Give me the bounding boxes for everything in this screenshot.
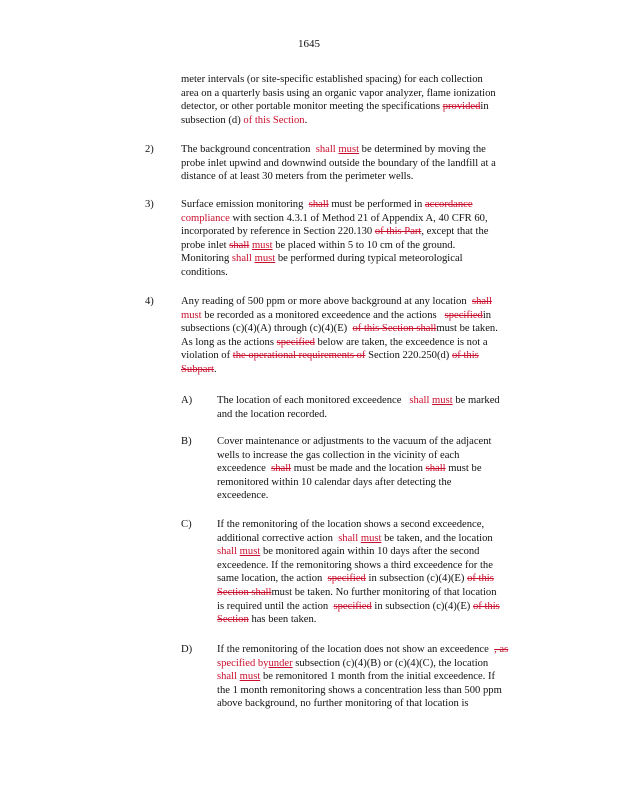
text-line — [181, 100, 496, 114]
text-line — [181, 73, 496, 87]
text-line — [217, 613, 500, 627]
continuation-paragraph — [181, 73, 496, 127]
text: As long as the actions — [181, 336, 274, 348]
text-line — [181, 225, 488, 239]
deleted-text: Section shall — [217, 586, 272, 598]
item-3-paragraph — [181, 198, 488, 280]
text: violation of — [181, 350, 231, 362]
inserted-text: shall — [409, 395, 430, 406]
text: be performed during typical meteorological — [277, 253, 463, 265]
text: probe inlet upwind and downwind outside the boundary of the landfill at a — [181, 157, 496, 169]
deleted-text: shall — [229, 239, 250, 251]
text: Section 220.250(d) — [368, 350, 450, 362]
inserted-text: shall — [231, 253, 252, 265]
text-line — [217, 697, 508, 711]
text-line — [181, 87, 496, 101]
text: Surface emission monitoring — [181, 199, 304, 210]
text: Cover maintenance or adjustments to the vacuum of the adjacent — [217, 436, 492, 447]
inserted-text: must — [181, 309, 202, 321]
text: . — [213, 363, 217, 375]
text-line — [217, 462, 491, 476]
text: distance of at least 30 meters from the perimeter wells. — [181, 171, 414, 183]
text-line — [181, 198, 488, 212]
inserted-text: shall — [217, 671, 238, 683]
text: The background concentration — [181, 144, 311, 155]
text: be marked — [455, 395, 500, 406]
deleted-text: shall — [471, 296, 492, 307]
text-line — [181, 239, 488, 253]
text: be determined by moving the — [361, 144, 486, 155]
deleted-text: accordance — [424, 199, 473, 210]
text: , except that the — [421, 226, 489, 238]
text-line — [217, 657, 508, 671]
text: and the location recorded. — [217, 408, 328, 420]
page-number: 1645 — [298, 38, 320, 50]
subitem-label-C: C) — [181, 519, 192, 530]
deleted-text: specified — [444, 309, 483, 321]
subitem-B-paragraph — [217, 435, 491, 503]
text: below are taken, the exceedence is not a — [317, 336, 488, 348]
text: If the remonitoring of the location does not show an exceedence — [217, 644, 489, 655]
inserted-text: must — [338, 144, 360, 155]
text-line — [181, 170, 496, 184]
text-line — [181, 266, 488, 280]
deleted-text: provided — [442, 101, 481, 113]
text: Monitoring — [181, 253, 230, 265]
deleted-text: shall — [271, 463, 292, 475]
subitem-label-B: B) — [181, 436, 192, 447]
text: If the remonitoring of the location shows a second exceedence, — [217, 519, 485, 530]
deleted-text: of this — [472, 600, 500, 612]
deleted-text: of this Section shall — [352, 323, 437, 335]
text: subsection (c)(4)(B) or (c)(4)(C), the location — [295, 657, 489, 669]
subitem-D-paragraph — [217, 643, 508, 711]
text-line — [217, 545, 500, 559]
text: must be taken. — [436, 323, 498, 335]
item-label-3: 3) — [145, 199, 154, 210]
deleted-text: of this — [467, 573, 494, 585]
deleted-text: of this Part — [374, 226, 422, 238]
deleted-text: specified — [333, 600, 372, 612]
text: subsection (d) — [181, 114, 241, 126]
subitem-A-paragraph — [217, 394, 500, 421]
deleted-text: Section — [217, 614, 249, 626]
inserted-text: must — [239, 546, 261, 558]
text: with section 4.3.1 of Method 21 of Appendix A, 40 CFR 60, — [232, 212, 488, 224]
text: must be taken. No further monitoring of that location — [271, 586, 497, 598]
text-line — [217, 408, 500, 422]
text: is required until the action — [217, 600, 329, 612]
inserted-text: specified by — [217, 657, 269, 669]
text-line — [181, 363, 498, 377]
text-line — [217, 586, 500, 600]
text: must be — [448, 463, 482, 475]
inserted-text: shall — [217, 546, 238, 558]
text-line — [217, 600, 500, 614]
subitem-label-D: D) — [181, 644, 193, 655]
text-line — [217, 572, 500, 586]
text: be recorded as a monitored exceedence and the actions — [204, 309, 437, 321]
text: in subsection (c)(4)(E) — [374, 600, 471, 612]
text-line — [217, 670, 508, 684]
inserted-text: must — [432, 395, 453, 406]
text-line — [217, 518, 500, 532]
deleted-text: specified — [276, 336, 315, 348]
text: subsections (c)(4)(A) through (c)(4)(E) — [181, 323, 348, 335]
text: the 1 month remonitoring shows a concentration less than 500 ppm — [217, 684, 502, 696]
text-line — [217, 684, 508, 698]
text: has been taken. — [251, 614, 317, 626]
text-line — [181, 212, 488, 226]
text: probe inlet — [181, 239, 227, 251]
inserted-text: shall — [315, 144, 336, 155]
inserted-text: must — [251, 239, 273, 251]
text-line — [181, 295, 498, 309]
text: area on a quarterly basis using an organic vapor analyzer, flame ionization — [181, 87, 496, 99]
item-label-4: 4) — [145, 296, 154, 307]
inserted-text: must — [254, 253, 276, 265]
text: meter intervals (or site-specific established spacing) for each collection — [181, 74, 483, 85]
text: be remonitored 1 month from the initial exceedence. If — [262, 671, 496, 683]
text-line — [217, 435, 491, 449]
text-line — [217, 449, 491, 463]
text-line — [217, 559, 500, 573]
inserted-text: must — [239, 671, 261, 683]
text-line — [217, 476, 491, 490]
text-line — [217, 532, 500, 546]
text-line — [217, 489, 491, 503]
inserted-text: of this Section — [243, 114, 305, 126]
text: detector, or other portable monitor meeting the specifications — [181, 101, 441, 113]
text-line — [181, 114, 496, 128]
text-line — [181, 309, 498, 323]
text: additional corrective action — [217, 532, 333, 544]
text-line — [181, 252, 488, 266]
deleted-text: of this — [452, 350, 479, 362]
text: same location, the action — [217, 573, 323, 585]
item-4-paragraph — [181, 295, 498, 377]
text-line — [181, 349, 498, 363]
text: incorporated by reference in Section 220.130 — [181, 226, 373, 238]
deleted-text: Subpart — [181, 363, 214, 375]
deleted-text: , as — [494, 644, 509, 655]
text: . — [304, 114, 308, 126]
text: in — [482, 309, 492, 321]
text: be placed within 5 to 10 cm of the ground. — [275, 239, 456, 251]
text-line — [217, 394, 500, 408]
text: in subsection (c)(4)(E) — [368, 573, 465, 585]
item-2-paragraph — [181, 143, 496, 184]
text: be taken, and the location — [384, 532, 493, 544]
text-line — [181, 143, 496, 157]
text-line — [181, 157, 496, 171]
inserted-text: shall — [338, 532, 359, 544]
text: must be made and the location — [293, 463, 423, 475]
text-line — [181, 322, 498, 336]
inserted-text: under — [268, 657, 293, 669]
text: exceedence. — [217, 490, 269, 502]
text: remonitored within 10 calendar days after detecting the — [217, 476, 452, 488]
text-line — [217, 643, 508, 657]
deleted-text: specified — [327, 573, 366, 585]
text: The location of each monitored exceedence — [217, 395, 402, 406]
text-line — [181, 336, 498, 350]
text: must be performed in — [331, 199, 423, 210]
text: conditions. — [181, 266, 228, 278]
text: in — [480, 101, 489, 113]
text: above background, no further monitoring of that location is — [217, 698, 469, 710]
subitem-C-paragraph — [217, 518, 500, 627]
item-label-2: 2) — [145, 144, 154, 155]
deleted-text: the operational requirements of — [232, 350, 366, 362]
deleted-text: shall — [425, 463, 446, 475]
subitem-label-A: A) — [181, 395, 193, 406]
inserted-text: compliance — [181, 212, 230, 224]
text: wells to increase the gas collection in the vicinity of each — [217, 449, 460, 461]
deleted-text: shall — [308, 199, 329, 210]
inserted-text: must — [360, 532, 382, 544]
text: Any reading of 500 ppm or more above background at any location — [181, 296, 467, 307]
text: exceedence — [217, 463, 266, 475]
text: exceedence. If the remonitoring shows a third exceedence for the — [217, 559, 493, 571]
text: be monitored again within 10 days after the second — [262, 546, 480, 558]
